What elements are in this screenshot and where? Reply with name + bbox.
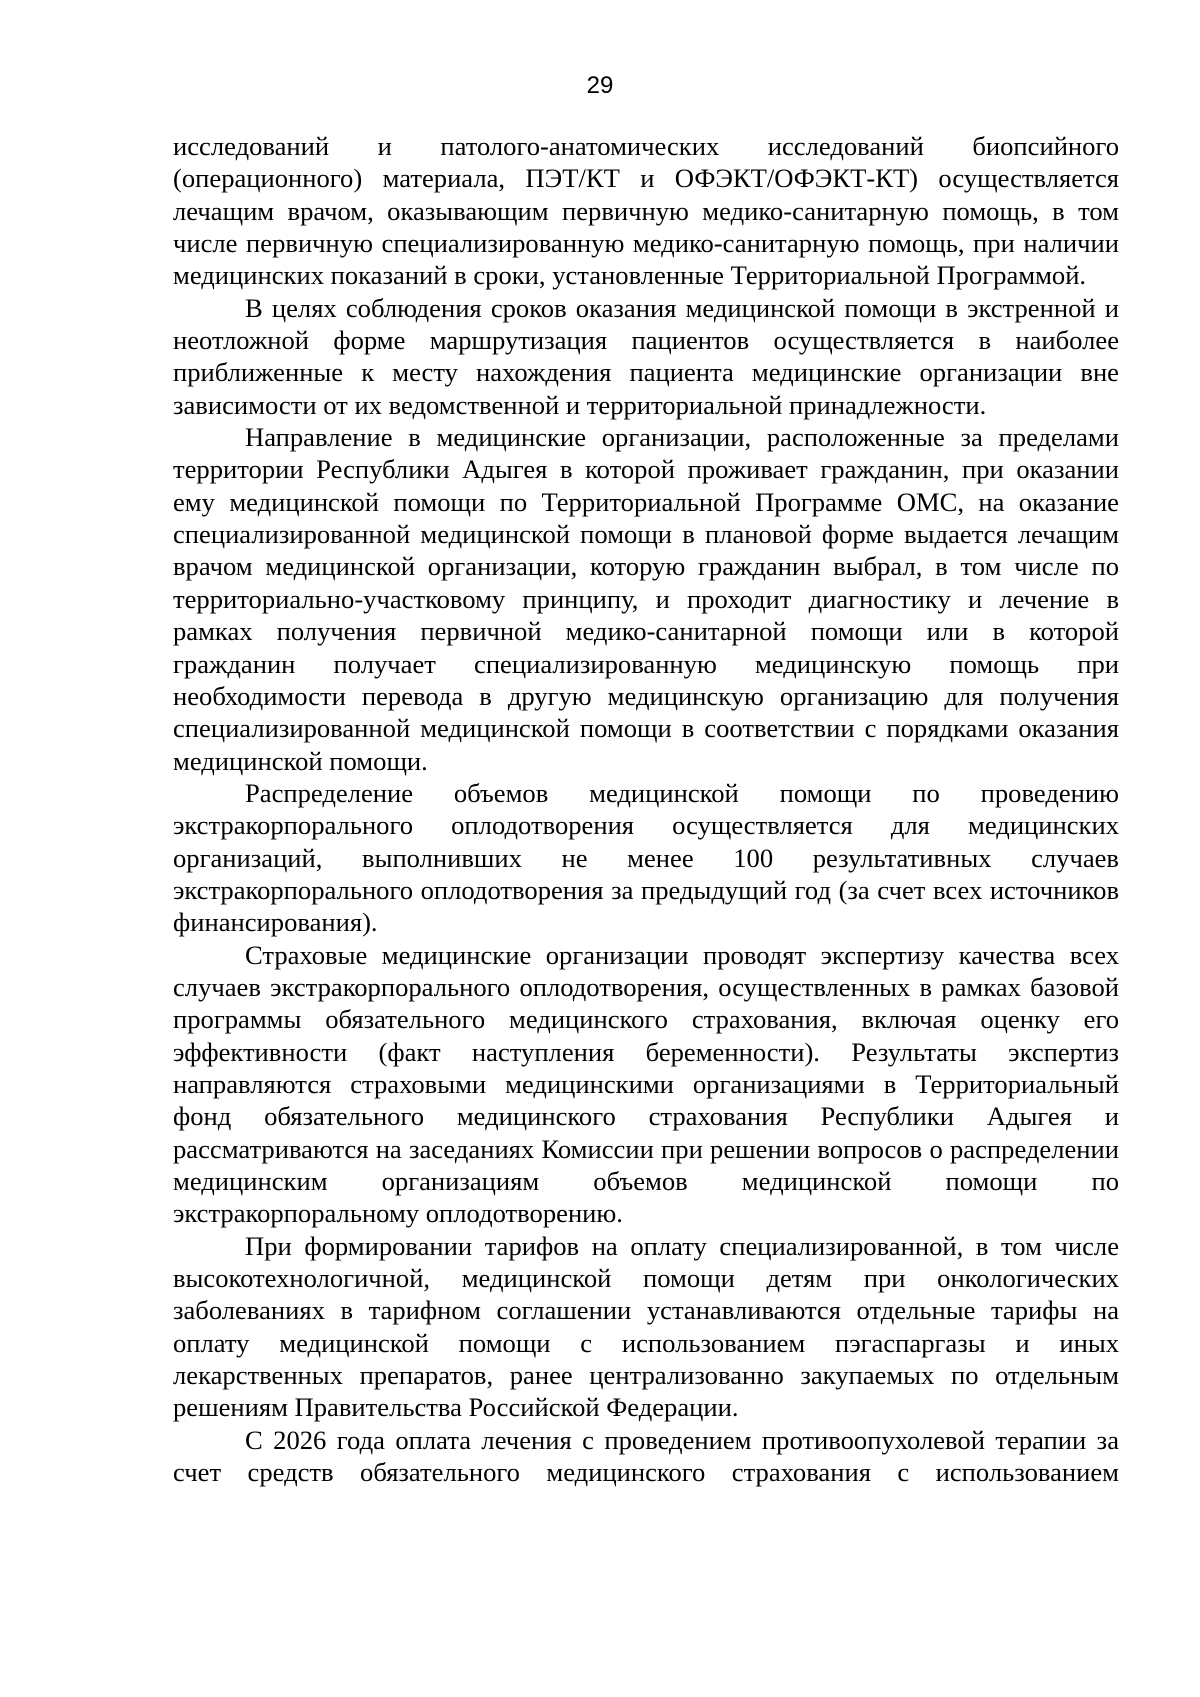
paragraph-6: При формировании тарифов на оплату специализированной, в том числе высокотехнологичной, медицинской помощи детям при онкологических заболеваниях в тарифном соглашении устанавливаются отдельные тарифы на оплату медицинской помощи с использованием пэгаспаргазы и иных лекарственных препаратов, ранее централизованно закупаемых по отдельным решениям Правительства Российской Федерации. [173, 1230, 1119, 1423]
paragraph-7: С 2026 года оплата лечения с проведением противоопухолевой терапии за счет средств обязательного медицинского страхования с использованием [173, 1424, 1119, 1488]
document-body [173, 130, 1119, 1488]
paragraph-4: Распределение объемов медицинской помощи по проведению экстракорпорального оплодотворения осуществляется для медицинских организаций, выполнивших не менее 100 результативных случаев экстракорпорального оплодотворения за предыдущий год (за счет всех источников финансирования). [173, 777, 1119, 938]
paragraph-2: В целях соблюдения сроков оказания медицинской помощи в экстренной и неотложной форме маршрутизация пациентов осуществляется в наиболее приближенные к месту нахождения пациента медицинские организации вне зависимости от их ведомственной и территориальной принадлежности. [173, 292, 1119, 420]
paragraph-1: исследований и патолого-анатомических исследований биопсийного (операционного) материала, ПЭТ/КТ и ОФЭКТ/ОФЭКТ-КТ) осуществляется лечащим врачом, оказывающим первичную медико-санитарную помощь, в том числе первичную специализированную медико-санитарную помощь, при наличии медицинских показаний в сроки, установленные Территориальной Программой. [173, 131, 1119, 291]
page-number: 29 [586, 72, 614, 99]
paragraph-5: Страховые медицинские организации проводят экспертизу качества всех случаев экстракорпорального оплодотворения, осуществленных в рамках базовой программы обязательного медицинского страхования, включая оценку его эффективности (факт наступления беременности). Результаты экспертиз направляются страховыми медицинскими организациями в Территориальный фонд обязательного медицинского страхования Республики Адыгея и рассматриваются на заседаниях Комиссии при решении вопросов о распределении медицинским организациям объемов медицинской помощи по экстракорпоральному оплодотворению. [173, 939, 1119, 1229]
paragraph-3: Направление в медицинские организации, расположенные за пределами территории Республики Адыгея в которой проживает гражданин, при оказании ему медицинской помощи по Территориальной Программе ОМС, на оказание специализированной медицинской помощи в плановой форме выдается лечащим врачом медицинской организации, которую гражданин выбрал, в том числе по территориально-участковому принципу, и проходит диагностику и лечение в рамках получения первичной медико-санитарной помощи или в которой гражданин получает специализированную медицинскую помощь при необходимости перевода в другую медицинскую организацию для получения специализированной медицинской помощи в соответствии с порядками оказания медицинской помощи. [173, 422, 1119, 776]
